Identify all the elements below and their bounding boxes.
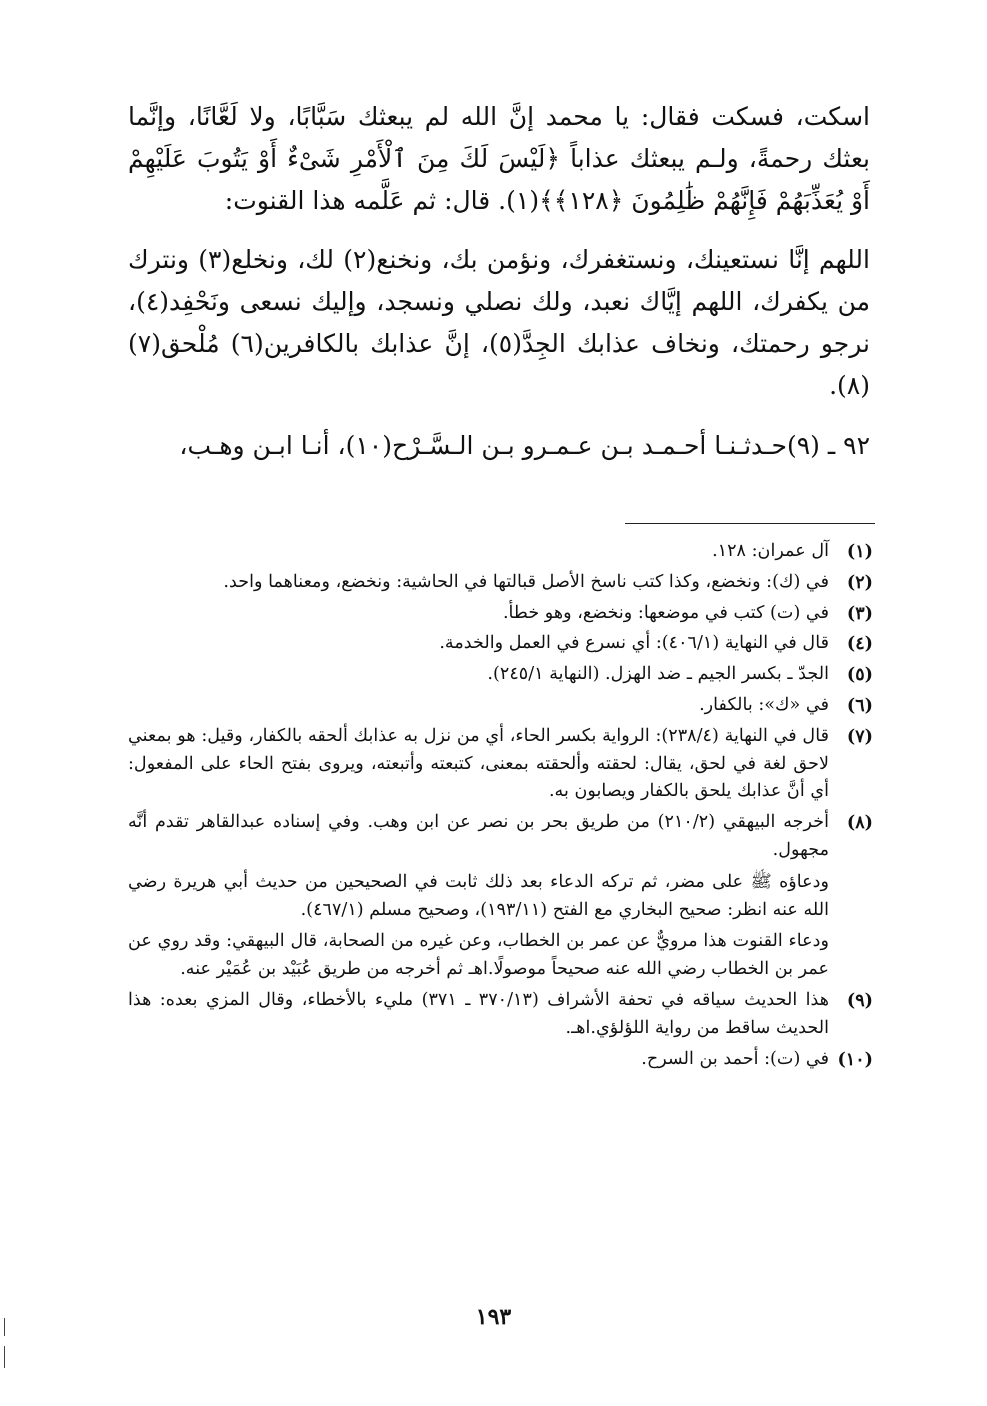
footnote-text: هذا الحديث سياقه في تحفة الأشراف (٣٧٠/١٣ ـ ٣٧١) مليء بالأخطاء، وقال المزي بعده: هذا الحديث ساقط من رواية اللؤلؤي.اهـ. <box>128 989 830 1038</box>
footnote-number: (٢) <box>846 571 873 593</box>
footnote-7 <box>128 723 873 806</box>
scan-edge-mark <box>4 1346 5 1368</box>
footnote-1 <box>128 538 873 566</box>
footnote-number: (٦) <box>846 694 873 716</box>
page-number: ١٩٣ <box>475 1304 512 1330</box>
main-paragraph-2: اللهم إنَّا نستعينك، ونستغفرك، ونؤمن بك، ونخنع(٢) لك، ونخلع(٣) ونترك من يكفرك، اللهم إيَّاك نعبد، ولك نصلي ونسجد، وإليك نسعى ونَحْفِد(٤)، نرجو رحمتك، ونخاف عذابك الجِدَّ(٥)، إنَّ عذابك بالكافرين(٦) مُلْحق(٧)(٨). <box>128 245 870 400</box>
footnote-2 <box>128 569 873 597</box>
footnote-text: قال في النهاية (٢٣٨/٤): الرواية بكسر الحاء، أي من نزل به عذابك ألحقه بالكفار، وقيل: هو بمعني لاحق لغة في لحق، يقال: لحقته وألحقته بمعنى، كتبعته وأتبعته، ويروى بفتح الحاء على المفعول: أي أنَّ عذابك يلحق بالكفار ويصابون به. <box>128 725 829 802</box>
footnote-3 <box>128 600 873 628</box>
footnote-text: في «ك»: بالكفار. <box>699 694 829 715</box>
footnote-number: (٧) <box>846 725 873 747</box>
footnote-number: (٨) <box>846 812 873 834</box>
scan-edge-mark <box>4 1318 5 1336</box>
footnote-text: في (ك): ونخضع، وكذا كتب ناسخ الأصل قبالتها في الحاشية: ونخضع، ومعناهما واحد. <box>223 571 829 592</box>
main-text <box>128 96 870 467</box>
footnote-5 <box>128 661 873 689</box>
footnote-4 <box>128 630 873 658</box>
footnote-separator <box>625 523 875 524</box>
footnote-8-continuation-2: ودعاء القنوت هذا مرويٌّ عن عمر بن الخطاب، وعن غيره من الصحابة، قال البيهقي: وقد روي عن عمر بن الخطاب رضي الله عنه صحيحاً موصولًا.اهـ ثم أخرجه من طريق عُبَيْد بن عُمَيْر عنه. <box>128 931 829 980</box>
footnote-number: (٥) <box>846 664 873 686</box>
footnote-10 <box>128 1046 873 1074</box>
footnote-text: في (ت) كتب في موضعها: ونخضع، وهو خطأ. <box>502 602 829 623</box>
footnote-number: (٤) <box>846 633 873 655</box>
footnote-9 <box>128 987 873 1043</box>
footnotes <box>128 538 873 1076</box>
footnote-number: (١) <box>846 541 873 562</box>
footnote-text: في (ت): أحمد بن السرح. <box>641 1048 829 1069</box>
main-paragraph-1: اسكت، فسكت فقال: يا محمد إنَّ الله لم يبعثك سَبَّابًا، ولا لَعَّانًا، وإنَّما بعثك رحمةً، ولـم يبعثك عذاباً ﴿لَيْسَ لَكَ مِنَ ٱلْأَمْرِ شَىْءٌ أَوْ يَتُوبَ عَلَيْهِمْ أَوْ يُعَذِّبَهُمْ فَإِنَّهُمْ ظَٰلِمُونَ ﴿١٢٨﴾﴾(١). قال: ثم عَلَّمه هذا القنوت: <box>128 102 870 215</box>
footnote-number: (٩) <box>846 989 873 1011</box>
footnote-text: آل عمران: ١٢٨. <box>712 541 829 561</box>
footnote-text: الجدّ ـ بكسر الجيم ـ ضد الهزل. (النهاية ٢٤٥/١). <box>487 664 829 685</box>
footnote-number: (١٠) <box>837 1048 873 1070</box>
footnote-text: أخرجه البيهقي (٢١٠/٢) من طريق بحر بن نصر عن ابن وهب. وفي إسناده عبدالقاهر تقدم أنَّه مجهول. <box>128 812 829 860</box>
footnote-text: قال في النهاية (٤٠٦/١): أي نسرع في العمل والخدمة. <box>439 633 829 654</box>
footnote-8 <box>128 809 873 865</box>
footnote-6 <box>128 692 873 720</box>
footnote-8-continuation-1: ودعاؤه ﷺ على مضر، ثم تركه الدعاء بعد ذلك ثابت في الصحيحين من حديث أبي هريرة رضي الله عنه انظر: صحيح البخاري مع الفتح (١٩٣/١١)، وصحيح مسلم (٤٦٧/١). <box>128 871 829 920</box>
footnote-number: (٣) <box>846 602 873 624</box>
hadith-92-heading: ٩٢ ـ (٩)حـدثـنـا أحـمـد بـن عـمـرو بـن الـسَّـرْح(١٠)، أنـا ابـن وهـب، <box>179 431 870 460</box>
